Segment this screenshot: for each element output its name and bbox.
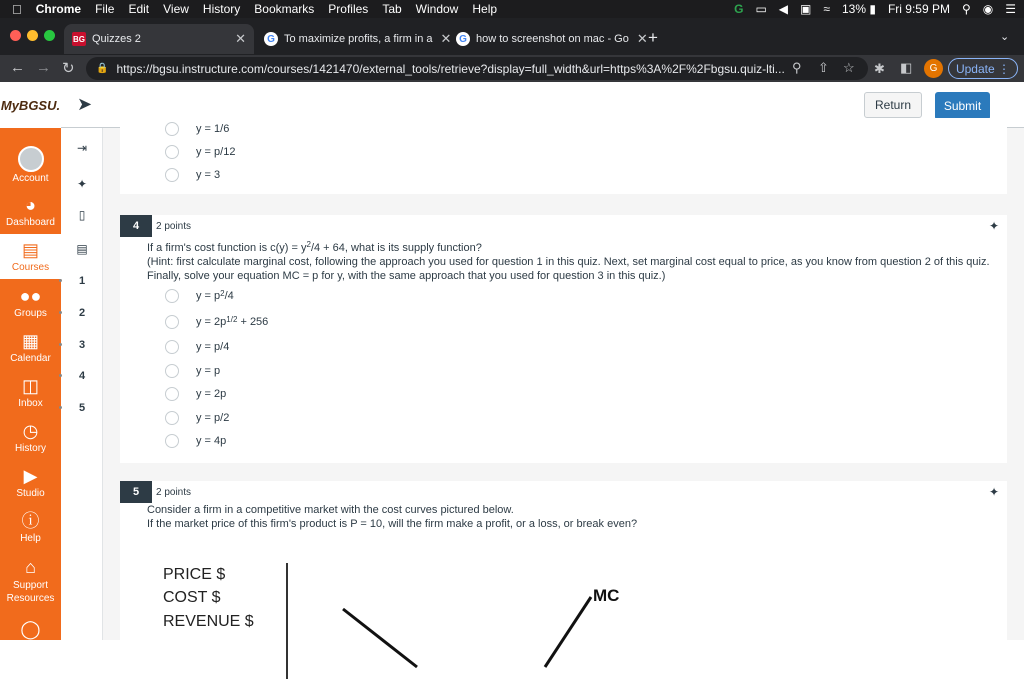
menu-view[interactable]: View xyxy=(153,2,180,16)
answer-option[interactable] xyxy=(165,364,220,378)
reload-icon[interactable]: ↻ xyxy=(62,60,75,77)
grammarly-icon[interactable]: G xyxy=(734,2,744,16)
nav-studio[interactable] xyxy=(0,465,61,499)
extensions-puzzle-icon[interactable]: ✱ xyxy=(874,61,885,76)
flag-pin-icon[interactable]: ✦ xyxy=(988,485,999,499)
close-tab-icon[interactable]: ✕ xyxy=(636,31,648,46)
close-tab-icon[interactable]: ✕ xyxy=(440,31,452,46)
answer-radio[interactable] xyxy=(165,434,179,448)
tab-quizzes[interactable] xyxy=(64,24,254,54)
update-button[interactable]: Update ⋮ xyxy=(948,58,1018,79)
answer-option[interactable] xyxy=(165,340,229,354)
screen-mirror-icon[interactable]: ▭ xyxy=(755,2,767,16)
nav-courses[interactable] xyxy=(0,234,61,279)
nav-support-resources[interactable] xyxy=(0,556,61,605)
nav-groups[interactable] xyxy=(0,285,61,319)
nav-label: Inbox xyxy=(18,398,43,409)
answer-text: y = 3 xyxy=(196,169,221,181)
support-house-icon: ⌂ xyxy=(25,557,36,577)
question-prompt xyxy=(147,241,997,255)
control-center-icon[interactable]: ☰ xyxy=(1005,2,1016,16)
url-field[interactable] xyxy=(86,57,868,80)
close-tab-icon[interactable]: ✕ xyxy=(235,31,246,46)
nav-label: Calendar xyxy=(10,353,51,364)
return-button[interactable]: Return xyxy=(864,92,922,118)
answer-option[interactable] xyxy=(165,315,268,329)
question-nav-item[interactable]: 2 xyxy=(61,307,103,319)
menu-app-name[interactable]: Chrome xyxy=(26,2,72,16)
question-number: 5 xyxy=(120,481,152,503)
browser-address-bar xyxy=(0,55,1024,82)
answer-radio[interactable] xyxy=(165,289,179,303)
bookmark-icon[interactable]: ▯ xyxy=(78,208,86,222)
menu-profiles[interactable]: Profiles xyxy=(318,2,359,16)
answer-text: y = 2p xyxy=(196,388,227,400)
mybgsu-logo[interactable]: MyBGSU. xyxy=(0,82,61,128)
answer-option[interactable] xyxy=(165,122,229,136)
courses-book-icon: ▤ xyxy=(21,240,39,260)
answer-part: + 256 xyxy=(237,316,269,328)
question-3-card xyxy=(120,118,1007,194)
mc-curve-label: MC xyxy=(593,586,620,605)
menu-history[interactable]: History xyxy=(193,2,231,16)
close-window-button[interactable] xyxy=(10,30,21,41)
tab-screenshot-mac[interactable] xyxy=(448,24,648,54)
answer-text: y = p/2 xyxy=(196,412,230,424)
nav-account[interactable] xyxy=(0,146,61,184)
inbox-tray-icon: ◫ xyxy=(21,376,39,396)
nav-inbox[interactable] xyxy=(0,375,61,409)
menu-window[interactable]: Window xyxy=(405,2,449,16)
bgsu-favicon-icon: BG xyxy=(72,32,86,46)
mc-curve xyxy=(545,597,591,667)
pin-icon[interactable]: ✦ xyxy=(76,177,88,191)
answer-option[interactable] xyxy=(165,168,220,182)
question-hint: (Hint: first calculate marginal cost, following the approach you used for question 1 in this quiz. Next, set marginal cost equal to price, as you know from question 2 of this quiz. Finally, solve your equation MC = p for y, with the same approach that you used for question 3 in this quiz.) xyxy=(147,256,990,282)
volume-icon[interactable]: ◀ xyxy=(778,2,789,16)
new-tab-button[interactable]: + xyxy=(648,28,658,47)
avatar xyxy=(18,146,44,172)
answer-radio[interactable] xyxy=(165,387,179,401)
minimize-window-button[interactable] xyxy=(27,30,38,41)
menu-tab[interactable]: Tab xyxy=(372,2,392,16)
nav-label: Support Resources xyxy=(6,580,55,604)
question-prompt: Consider a firm in a competitive market with the cost curves pictured below. xyxy=(147,504,514,516)
list-icon[interactable]: ▤ xyxy=(76,242,88,256)
nav-dashboard[interactable] xyxy=(0,194,61,228)
answer-text: y = p/4 xyxy=(196,341,230,353)
maximize-window-button[interactable] xyxy=(44,30,55,41)
question-prompt-line2: If the market price of this firm's product is P = 10, will the firm make a profit, or a loss, or break even? xyxy=(147,518,638,530)
answer-option[interactable] xyxy=(165,145,235,159)
question-nav-item[interactable]: 5 xyxy=(61,402,103,414)
siri-icon[interactable]: ◉ xyxy=(982,2,994,16)
answer-radio[interactable] xyxy=(165,145,179,159)
quiz-content xyxy=(103,123,1024,640)
answer-option[interactable] xyxy=(165,434,226,448)
google-favicon-icon: G xyxy=(264,32,278,46)
answer-option[interactable] xyxy=(165,289,234,303)
url-text: https://bgsu.instructure.com/courses/1421470/external_tools/retrieve?display=full_width&url=https%3A%2F%2Fbgsu.quiz-lti... xyxy=(116,61,785,76)
menu-bookmarks[interactable]: Bookmarks xyxy=(244,2,305,16)
answer-part: /4 xyxy=(224,290,234,302)
answer-option[interactable] xyxy=(165,411,229,425)
nav-calendar[interactable] xyxy=(0,330,61,364)
tab-title: To maximize profits, a firm in a xyxy=(284,33,433,45)
nav-label: Account xyxy=(12,173,49,184)
shield-icon: ◯ xyxy=(20,619,41,639)
collapse-arrow-icon[interactable]: ⇥ xyxy=(76,141,88,155)
tab-title: how to screenshot on mac - Go xyxy=(476,33,629,45)
tab-title: Quizzes 2 xyxy=(92,33,141,45)
nav-label: Studio xyxy=(16,488,45,499)
apple-icon[interactable] xyxy=(12,2,22,17)
groups-icon: ●● xyxy=(19,286,42,306)
question-nav-item[interactable]: 1 xyxy=(61,275,103,287)
answer-part: y = p xyxy=(196,290,221,302)
nav-history[interactable] xyxy=(0,420,61,454)
back-arrow-icon[interactable]: ← xyxy=(10,59,25,76)
submit-button[interactable]: Submit xyxy=(935,92,990,120)
question-navigator xyxy=(61,128,103,640)
answer-radio[interactable] xyxy=(165,364,179,378)
menu-help[interactable]: Help xyxy=(462,2,488,16)
battery-status[interactable]: 13% ▮ xyxy=(841,2,876,16)
nav-label: History xyxy=(14,443,47,454)
zoom-icon[interactable]: ⚲ xyxy=(792,60,802,75)
answer-radio[interactable] xyxy=(165,122,179,136)
tab-maximize-profits[interactable] xyxy=(256,24,452,54)
question-number: 4 xyxy=(120,215,152,237)
bookmark-star-icon[interactable]: ☆ xyxy=(843,60,855,75)
global-navigation xyxy=(0,82,61,640)
nav-shield[interactable] xyxy=(0,618,61,640)
menu-file[interactable]: File xyxy=(85,2,105,16)
question-4-card xyxy=(120,215,1007,463)
axis-label: REVENUE $ xyxy=(163,613,254,630)
question-5-card xyxy=(120,481,1007,651)
side-panel-icon[interactable]: ◧ xyxy=(900,60,913,75)
clock[interactable]: Fri 9:59 PM xyxy=(887,2,950,16)
axis-label: PRICE $ xyxy=(163,566,226,583)
nav-label: Groups xyxy=(14,308,47,319)
answer-radio[interactable] xyxy=(165,411,179,425)
history-clock-icon: ◷ xyxy=(22,421,39,441)
question-points: 2 points xyxy=(156,487,192,498)
curve-left-branch xyxy=(343,609,417,667)
question-nav-item[interactable]: 4 xyxy=(61,370,103,382)
answer-exponent: 1/2 xyxy=(226,315,238,324)
question-points: 2 points xyxy=(156,221,192,232)
answer-part: y = 2p xyxy=(196,316,227,328)
question-nav-item[interactable]: 3 xyxy=(61,339,103,351)
answer-exponent: 2 xyxy=(220,289,225,298)
flag-pin-icon[interactable]: ✦ xyxy=(988,219,999,233)
help-question-icon: ⓘ xyxy=(21,511,40,531)
extension-icon[interactable]: ▣ xyxy=(800,2,812,16)
prompt-exponent: 2 xyxy=(306,240,311,249)
nav-label: Help xyxy=(20,533,41,544)
update-label: Update xyxy=(955,61,995,76)
menu-edit[interactable]: Edit xyxy=(118,2,140,16)
nav-help[interactable] xyxy=(0,510,61,544)
prompt-part: /4 + 64, what is its supply function? xyxy=(310,242,482,254)
calendar-icon: ▦ xyxy=(21,331,39,351)
tab-search-icon[interactable]: ⌄ xyxy=(1000,31,1010,43)
answer-text: y = 1/6 xyxy=(196,123,230,135)
answer-radio[interactable] xyxy=(165,340,179,354)
browser-tab-bar xyxy=(0,18,1024,55)
answer-option[interactable] xyxy=(165,387,226,401)
macos-menu-bar xyxy=(0,0,1024,18)
nav-label: Dashboard xyxy=(6,217,55,228)
answer-text: y = 4p xyxy=(196,435,227,447)
forward-arrow-icon[interactable]: → xyxy=(36,59,51,76)
battery-percent: 13% xyxy=(841,2,866,16)
answer-text xyxy=(196,290,234,302)
answer-radio[interactable] xyxy=(165,315,179,329)
profile-avatar[interactable]: G xyxy=(924,59,943,78)
studio-play-icon: ▶ xyxy=(23,466,38,486)
prompt-part: If a firm's cost function is c(y) = y xyxy=(147,242,307,254)
lock-icon[interactable]: 🔒 xyxy=(96,63,109,74)
answer-text: y = p/12 xyxy=(196,146,236,158)
dashboard-gauge-icon: ◕ xyxy=(25,195,36,215)
answer-radio[interactable] xyxy=(165,168,179,182)
answer-text xyxy=(196,316,268,328)
answer-text: y = p xyxy=(196,365,221,377)
nav-label: Courses xyxy=(11,262,50,273)
google-favicon-icon: G xyxy=(456,32,470,46)
axis-label: COST $ xyxy=(163,589,221,606)
share-icon[interactable]: ⇧ xyxy=(818,60,829,75)
rocket-icon: ➤ xyxy=(77,94,93,114)
cost-curves-figure xyxy=(155,559,675,679)
wifi-icon[interactable]: ≈ xyxy=(823,2,830,16)
spotlight-search-icon[interactable]: ⚲ xyxy=(961,2,971,16)
